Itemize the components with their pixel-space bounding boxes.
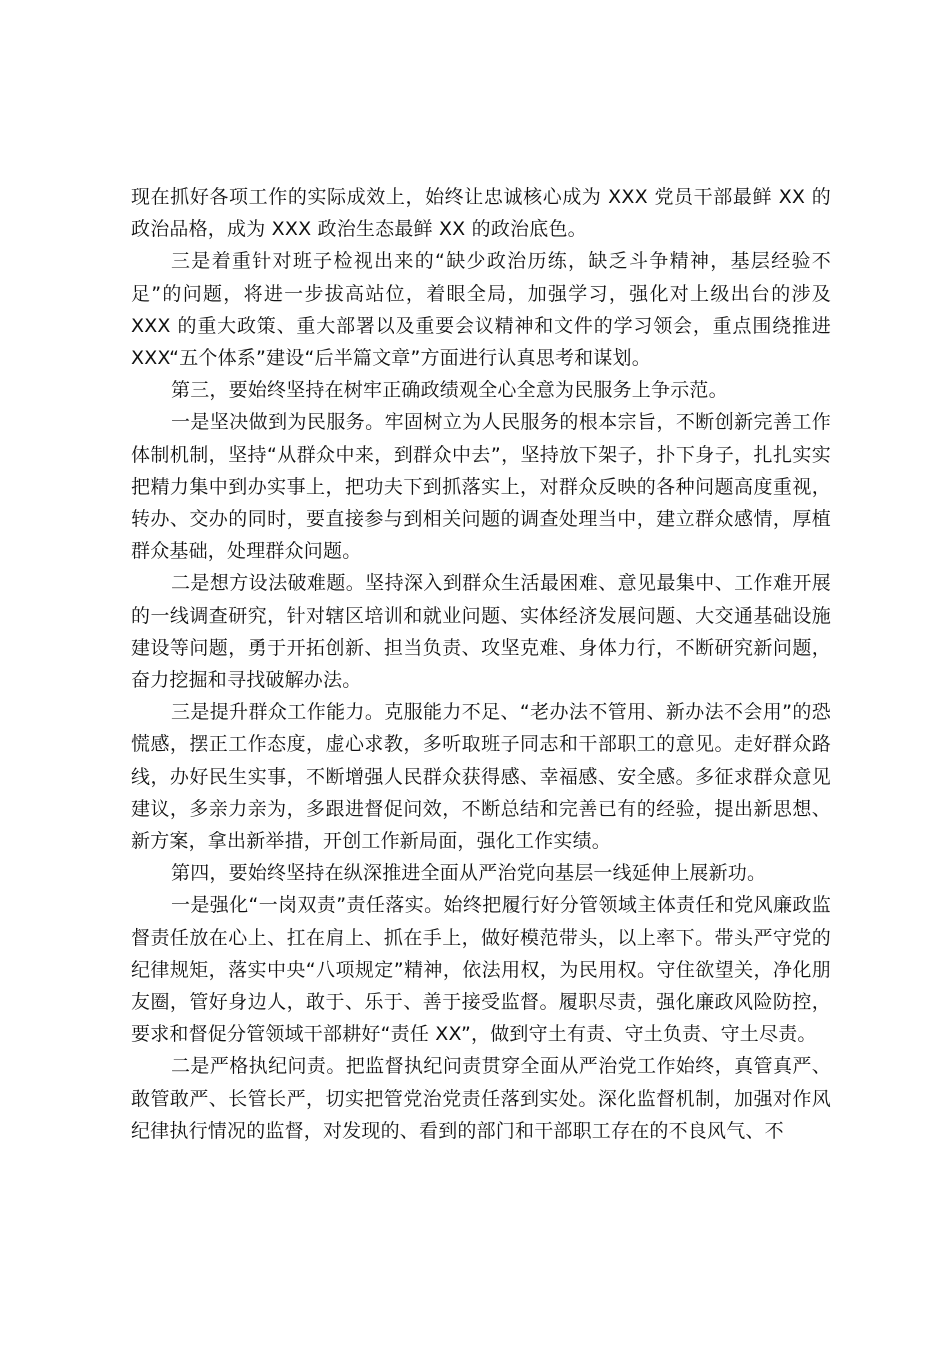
paragraph-discipline-accountability: 二是严格执纪问责。把监督执纪问责贯穿全面从严治党工作始终，真管真严、敢管敢严、长管长严，切实把管党治党责任落到实处。深化监督机制，加强对作风纪律执行情况的监督，对发现的、看到的部门和干部职工存在的不良风气、不 [131,1055,831,1142]
paragraph-continuation: 现在抓好各项工作的实际成效上，始终让忠诚核心成为 XXX 党员干部最鲜 XX 的政治品格，成为 XXX 政治生态最鲜 XX 的政治底色。 [131,186,831,241]
section-heading-fourth: 第四，要始终坚持在纵深推进全面从严治党向基层一线延伸上展新功。 [171,862,767,885]
paragraph-serve-people: 一是坚决做到为民服务。牢固树立为人民服务的根本宗旨，不断创新完善工作体制机制，坚持“从群众中来，到群众中去”，坚持放下架子，扑下身子，扎扎实实把精力集中到办实事上，把功夫下到抓落实上，对群众反映的各种问题高度重视，转办、交办的同时，要直接参与到相关问题的调查处理当中，建立群众感情，厚植群众基础，处理群众问题。 [131,411,831,563]
paragraph-solve-problems: 二是想方设法破难题。坚持深入到群众生活最困难、意见最集中、工作难开展的一线调查研究，针对辖区培训和就业问题、实体经济发展问题、大交通基础设施建设等问题，勇于开拓创新、担当负责、攻坚克难、身体力行，不断研究新问题，奋力挖掘和寻找破解办法。 [131,572,831,692]
paragraph-point-3-political-training: 三是着重针对班子检视出来的“缺少政治历练，缺乏斗争精神，基层经验不足”的问题，将进一步拔高站位，着眼全局，加强学习，强化对上级出台的涉及 XXX 的重大政策、重大部署以及重要会议精神和文件的学习领会，重点围绕推进 XXX“五个体系”建设“后半篇文章”方面进行认真思考和谋划。 [131,250,831,370]
section-heading-third: 第三，要始终坚持在树牢正确政绩观全心全意为民服务上争示范。 [171,379,728,402]
document-body [131,181,831,1147]
paragraph-dual-responsibility: 一是强化“一岗双责”责任落实。始终把履行好分管领域主体责任和党风廉政监督责任放在心上、扛在肩上、抓在手上，做好模范带头，以上率下。带头严守党的纪律规矩，落实中央“八项规定”精神，依法用权，为民用权。守住欲望关，净化朋友圈，管好身边人，敢于、乐于、善于接受监督。履职尽责，强化廉政风险防控，要求和督促分管领域干部耕好“责任 XX”，做到守土有责、守土负责、守土尽责。 [131,894,831,1046]
paragraph-mass-work-ability: 三是提升群众工作能力。克服能力不足、“老办法不管用、新办法不会用”的恐慌感，摆正工作态度，虚心求教，多听取班子同志和干部职工的意见。走好群众路线，办好民生实事，不断增强人民群众获得感、幸福感、安全感。多征求群众意见建议，多亲力亲为，多跟进督促问效，不断总结和完善已有的经验，提出新思想、新方案，拿出新举措，开创工作新局面，强化工作实绩。 [131,701,831,853]
